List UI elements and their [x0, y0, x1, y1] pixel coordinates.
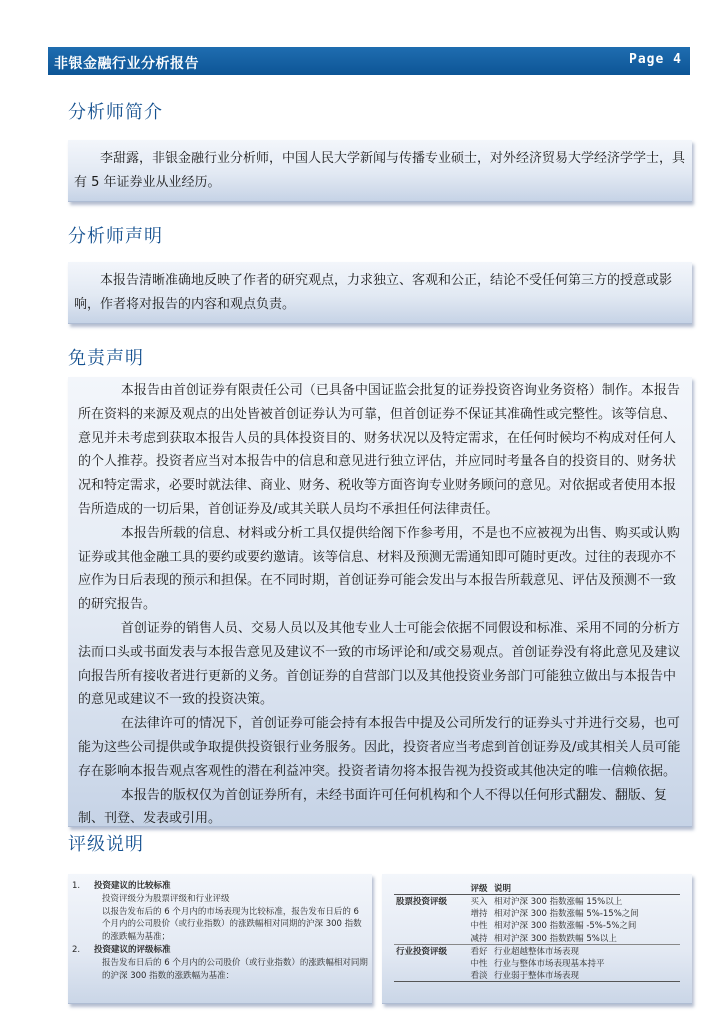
table-row	[394, 969, 680, 982]
rating-category-industry: 行业投资评级	[396, 946, 448, 957]
rating-definitions-panel	[68, 874, 372, 1004]
rating-grade: 买入	[470, 897, 488, 907]
table-row	[394, 957, 680, 969]
disclaimer-paragraph-4: 在法律许可的情况下，首创证券可能会持有本报告中提及公司所发行的证券头寸并进行交易，也可能为这些公司提供或争取提供投资银行业务服务。因此，投资者应当考虑到首创证券及/或其相关人员可能存在影响本报告观点客观性的潜在利益冲突。投资者请勿将本报告视为投资或其他决定的唯一信赖依据。	[78, 716, 681, 779]
rating-grade: 看淡	[466, 969, 492, 982]
analyst-intro-text: 李甜露，非银金融行业分析师，中国人民大学新闻与传播专业硕士，对外经济贸易大学经济学学士，具有 5 年证券业从业经历。	[74, 151, 686, 190]
analyst-intro-panel	[68, 140, 692, 202]
table-row	[394, 944, 680, 957]
report-title: 非银金融行业分析报告	[54, 56, 199, 72]
rating-table	[394, 882, 680, 982]
table-row	[394, 907, 680, 919]
table-row	[394, 895, 680, 908]
definition-2-number: 2.	[72, 944, 81, 955]
definition-1-line-2: 以报告发布后的 6 个月内的市场表现为比较标准，报告发布日后的 6 个月内的公司股价（或行业指数）的涨跌幅相对同期的沪深 300 指数的涨跌幅为基准；	[102, 906, 362, 943]
definition-2-title-line	[72, 944, 368, 957]
definition-1-title-line	[72, 880, 368, 893]
definition-1-number: 1.	[72, 881, 81, 891]
definition-1-line-1: 投资评级分为股票评级和行业评级	[102, 893, 230, 904]
disclaimer-paragraph-3: 首创证券的销售人员、交易人员以及其他专业人士可能会依据不同假设和标准、采用不同的分析方法而口头或书面发表与本报告意见及建议不一致的市场评论和/或交易观点。首创证券没有将此意见及建议向报告所有接收者进行更新的义务。首创证券的自营部门以及其他投资业务部门可能独立做出与本报告中的意见或建议不一致的投资决策。	[78, 620, 681, 708]
disclaimer-paragraph-2: 本报告所载的信息、材料或分析工具仅提供给阁下作参考用，不是也不应被视为出售、购买或认购证券或其他金融工具的要约或要约邀请。该等信息、材料及预测无需通知即可随时更改。过往的表现亦不应作为日后表现的预示和担保。在不同时期，首创证券可能会发出与本报告所载意见、评估及预测不一致的研究报告。	[78, 525, 680, 613]
rating-header-category	[394, 882, 466, 895]
rating-desc: 行业超越整体市场表现	[494, 946, 580, 957]
analyst-intro-heading: 分析师简介	[68, 102, 163, 123]
disclaimer-panel	[68, 377, 692, 827]
rating-grade: 减持	[466, 932, 492, 945]
definition-2-title: 投资建议的评级标准	[94, 944, 171, 955]
definition-2-line-1: 报告发布日后的 6 个月内的公司股价（或行业指数）的涨跌幅相对同期的沪深 300 指数的涨跌幅为基准：	[102, 957, 368, 981]
rating-table-header	[394, 882, 680, 895]
disclaimer-paragraph-5: 本报告的版权仅为首创证券所有，未经书面许可任何机构和个人不得以任何形式翻发、翻版、复制、刊登、发表或引用。	[78, 787, 667, 827]
rating-desc: 相对沪深 300 指数涨幅 15%以上	[494, 897, 623, 907]
rating-header-desc: 说明	[492, 882, 680, 895]
rating-desc: 行业与整体市场表现基本持平	[494, 958, 605, 969]
definition-1-title: 投资建议的比较标准	[94, 881, 171, 891]
rating-category-stock: 股票投资评级	[396, 897, 448, 907]
rating-desc: 相对沪深 300 指数涨幅 5%-15%之间	[494, 909, 639, 920]
rating-grade: 中性	[470, 958, 488, 969]
analyst-statement-heading: 分析师声明	[68, 226, 163, 247]
rating-grade: 增持	[470, 909, 488, 920]
rating-desc: 行业弱于整体市场表现	[492, 969, 680, 982]
rating-desc: 相对沪深 300 指数跌幅 5%以上	[492, 932, 680, 945]
disclaimer-heading: 免责声明	[68, 348, 144, 369]
rating-grade: 中性	[470, 921, 488, 932]
rating-heading: 评级说明	[68, 834, 144, 855]
rating-header-grade: 评级	[466, 882, 492, 895]
analyst-statement-panel	[68, 262, 692, 324]
analyst-statement-text: 本报告清晰准确地反映了作者的研究观点，力求独立、客观和公正，结论不受任何第三方的授意或影响，作者将对报告的内容和观点负责。	[74, 273, 673, 312]
disclaimer-paragraph-1: 本报告由首创证券有限责任公司（已具备中国证监会批复的证券投资咨询业务资格）制作。本报告所在资料的来源及观点的出处皆被首创证券认为可靠，但首创证券不保证其准确性或完整性。该等信息、意见并未考虑到获取本报告人员的具体投资目的、财务状况以及特定需求，在任何时候均不构成对任何人的个人推荐。投资者应当对本报告中的信息和意见进行独立评估，并应同时考量各自的投资目的、财务状况和特定需求，必要时就法律、商业、财务、税收等方面咨询专业财务顾问的意见。对依据或者使用本报告所造成的一切后果，首创证券及/或其关联人员均不承担任何法律责任。	[78, 383, 680, 517]
rating-grade: 看好	[470, 946, 488, 957]
page-number: Page 4	[629, 52, 682, 67]
rating-table-panel	[382, 874, 692, 1004]
rating-desc: 相对沪深 300 指数涨幅 -5%-5%之间	[494, 921, 637, 932]
table-row	[394, 919, 680, 931]
report-header-bar	[48, 47, 690, 75]
table-row	[394, 932, 680, 945]
